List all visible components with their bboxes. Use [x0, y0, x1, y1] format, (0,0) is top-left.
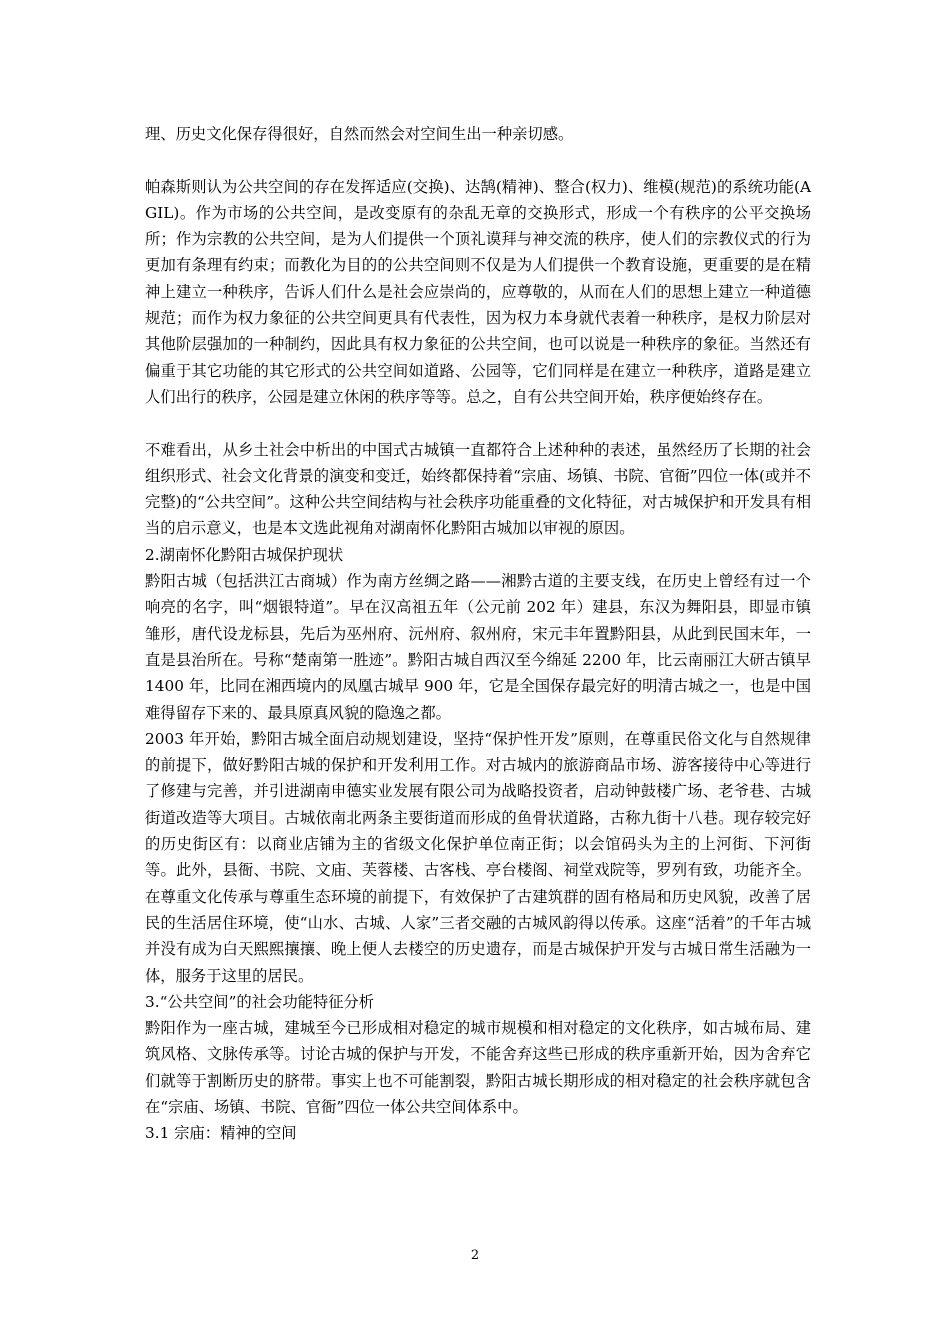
paragraph-social-function-analysis: 黔阳作为一座古城，建城至今已形成相对稳定的城市规模和相对稳定的文化秩序，如古城布局、建筑风格、文脉传承等。讨论古城的保护与开发，不能舍弃这些已形成的秩序重新开始，因为舍弃它们就等于割断历史的脐带。事实上也不可能割裂，黔阳古城长期形成的相对稳定的社会秩序就包含在“宗庙、场镇、书院、官衙”四位一体公共空间体系中。 — [145, 1019, 811, 1116]
section-heading-2: 2.湖南怀化黔阳古城保护现状 — [145, 545, 344, 564]
page-number: 2 — [470, 1248, 480, 1263]
document-body — [145, 121, 811, 1147]
paragraph-parsons-agil: 帕森斯则认为公共空间的存在发挥适应(交换)、达鹄(精神)、整合(权力)、维模(规范)的系统功能(AGIL)。作为市场的公共空间，是改变原有的杂乱无章的交换形式，形成一个有秩序的公平交换场所；作为宗教的公共空间，是为人们提供一个顶礼谟拜与神交流的秩序，使人们的宗教仪式的行为更加有条理有约束；而教化为目的的公共空间则不仅是为人们提供一个教育设施，更重要的是在精神上建立一种秩序，告诉人们什么是社会应崇尚的，应尊敬的，从而在人们的思想上建立一种道德规范；而作为权力象征的公共空间更具有代表性，因为权力本身就代表着一种秩序，是权力阶层对其他阶层强加的一种制约，因此具有权力象征的公共空间，也可以说是一种秩序的象征。当然还有偏重于其它功能的其它形式的公共空间如道路、公园等，它们同样是在建立一种秩序，道路是建立人们出行的秩序，公园是建立休闲的秩序等等。总之，自有公共空间开始，秩序便始终存在。 — [145, 177, 811, 406]
paragraph-continued-intro: 理、历史文化保存得很好，自然而然会对空间生出一种亲切感。 — [145, 125, 574, 143]
paragraph-qianyang-history: 黔阳古城（包括洪江古商城）作为南方丝绸之路——湘黔古道的主要支线，在历史上曾经有过一个响亮的名字，叫“烟银特道”。早在汉高祖五年（公元前 202 年）建县，东汉为舞阳县，即显市镇雏形，唐代设龙标县，先后为巫州府、沅州府、叙州府，宋元丰年置黔阳县，从此到民国末年，一直是县治所在。号称“楚南第一胜迹”。黔阳古城自西汉至今绵延 2200 年，比云南丽江大研古镇早 1400 年，比同在湘西境内的凤凰古城早 900 年，它是全国保存最完好的明清古城之一，也是中国难得留存下来的、最具原真风貌的隐逸之都。 — [145, 572, 811, 722]
section-heading-3: 3.“公共空间”的社会功能特征分析 — [145, 992, 375, 1011]
paragraph-chinese-town-spaces: 不难看出，从乡土社会中析出的中国式古城镇一直都符合上述种种的表述，虽然经历了长期的社会组织形式、社会文化背景的演变和变迁，始终都保持着“宗庙、场镇、书院、官衙”四位一体(或并不完整)的“公共空间”。这种公共空间结构与社会秩序功能重叠的文化特征，对古城保护和开发具有相当的启示意义，也是本文选此视角对湖南怀化黔阳古城加以审视的原因。 — [145, 440, 811, 538]
section-heading-3-1: 3.1 宗庙：精神的空间 — [145, 1124, 297, 1143]
paragraph-qianyang-conservation: 2003 年开始，黔阳古城全面启动规划建设，坚持“保护性开发”原则，在尊重民俗文化与自然规律的前提下，做好黔阳古城的保护和开发利用工作。对古城内的旅游商品市场、游客接待中心等进行了修建与完善，并引进湖南申德实业发展有限公司为战略投资者，启动钟鼓楼广场、老爷巷、古城街道改造等大项目。古城依南北两条主要街道而形成的鱼骨状道路，古称九街十八巷。现存较完好的历史街区有：以商业店铺为主的省级文化保护单位南正街；以会馆码头为主的上河街、下河街等。此外，县衙、书院、文庙、芙蓉楼、古客栈、亭台楼阁、祠堂戏院等，罗列有致，功能齐全。在尊重文化传承与尊重生态环境的前提下，有效保护了古建筑群的固有格局和历史风貌，改善了居民的生活居住环境，使“山水、古城、人家”三者交融的古城风韵得以传承。这座“活着”的千年古城并没有成为白天熙熙攘攘、晚上便人去楼空的历史遗存，而是古城保护开发与古城日常生活融为一体，服务于这里的居民。 — [145, 729, 811, 985]
